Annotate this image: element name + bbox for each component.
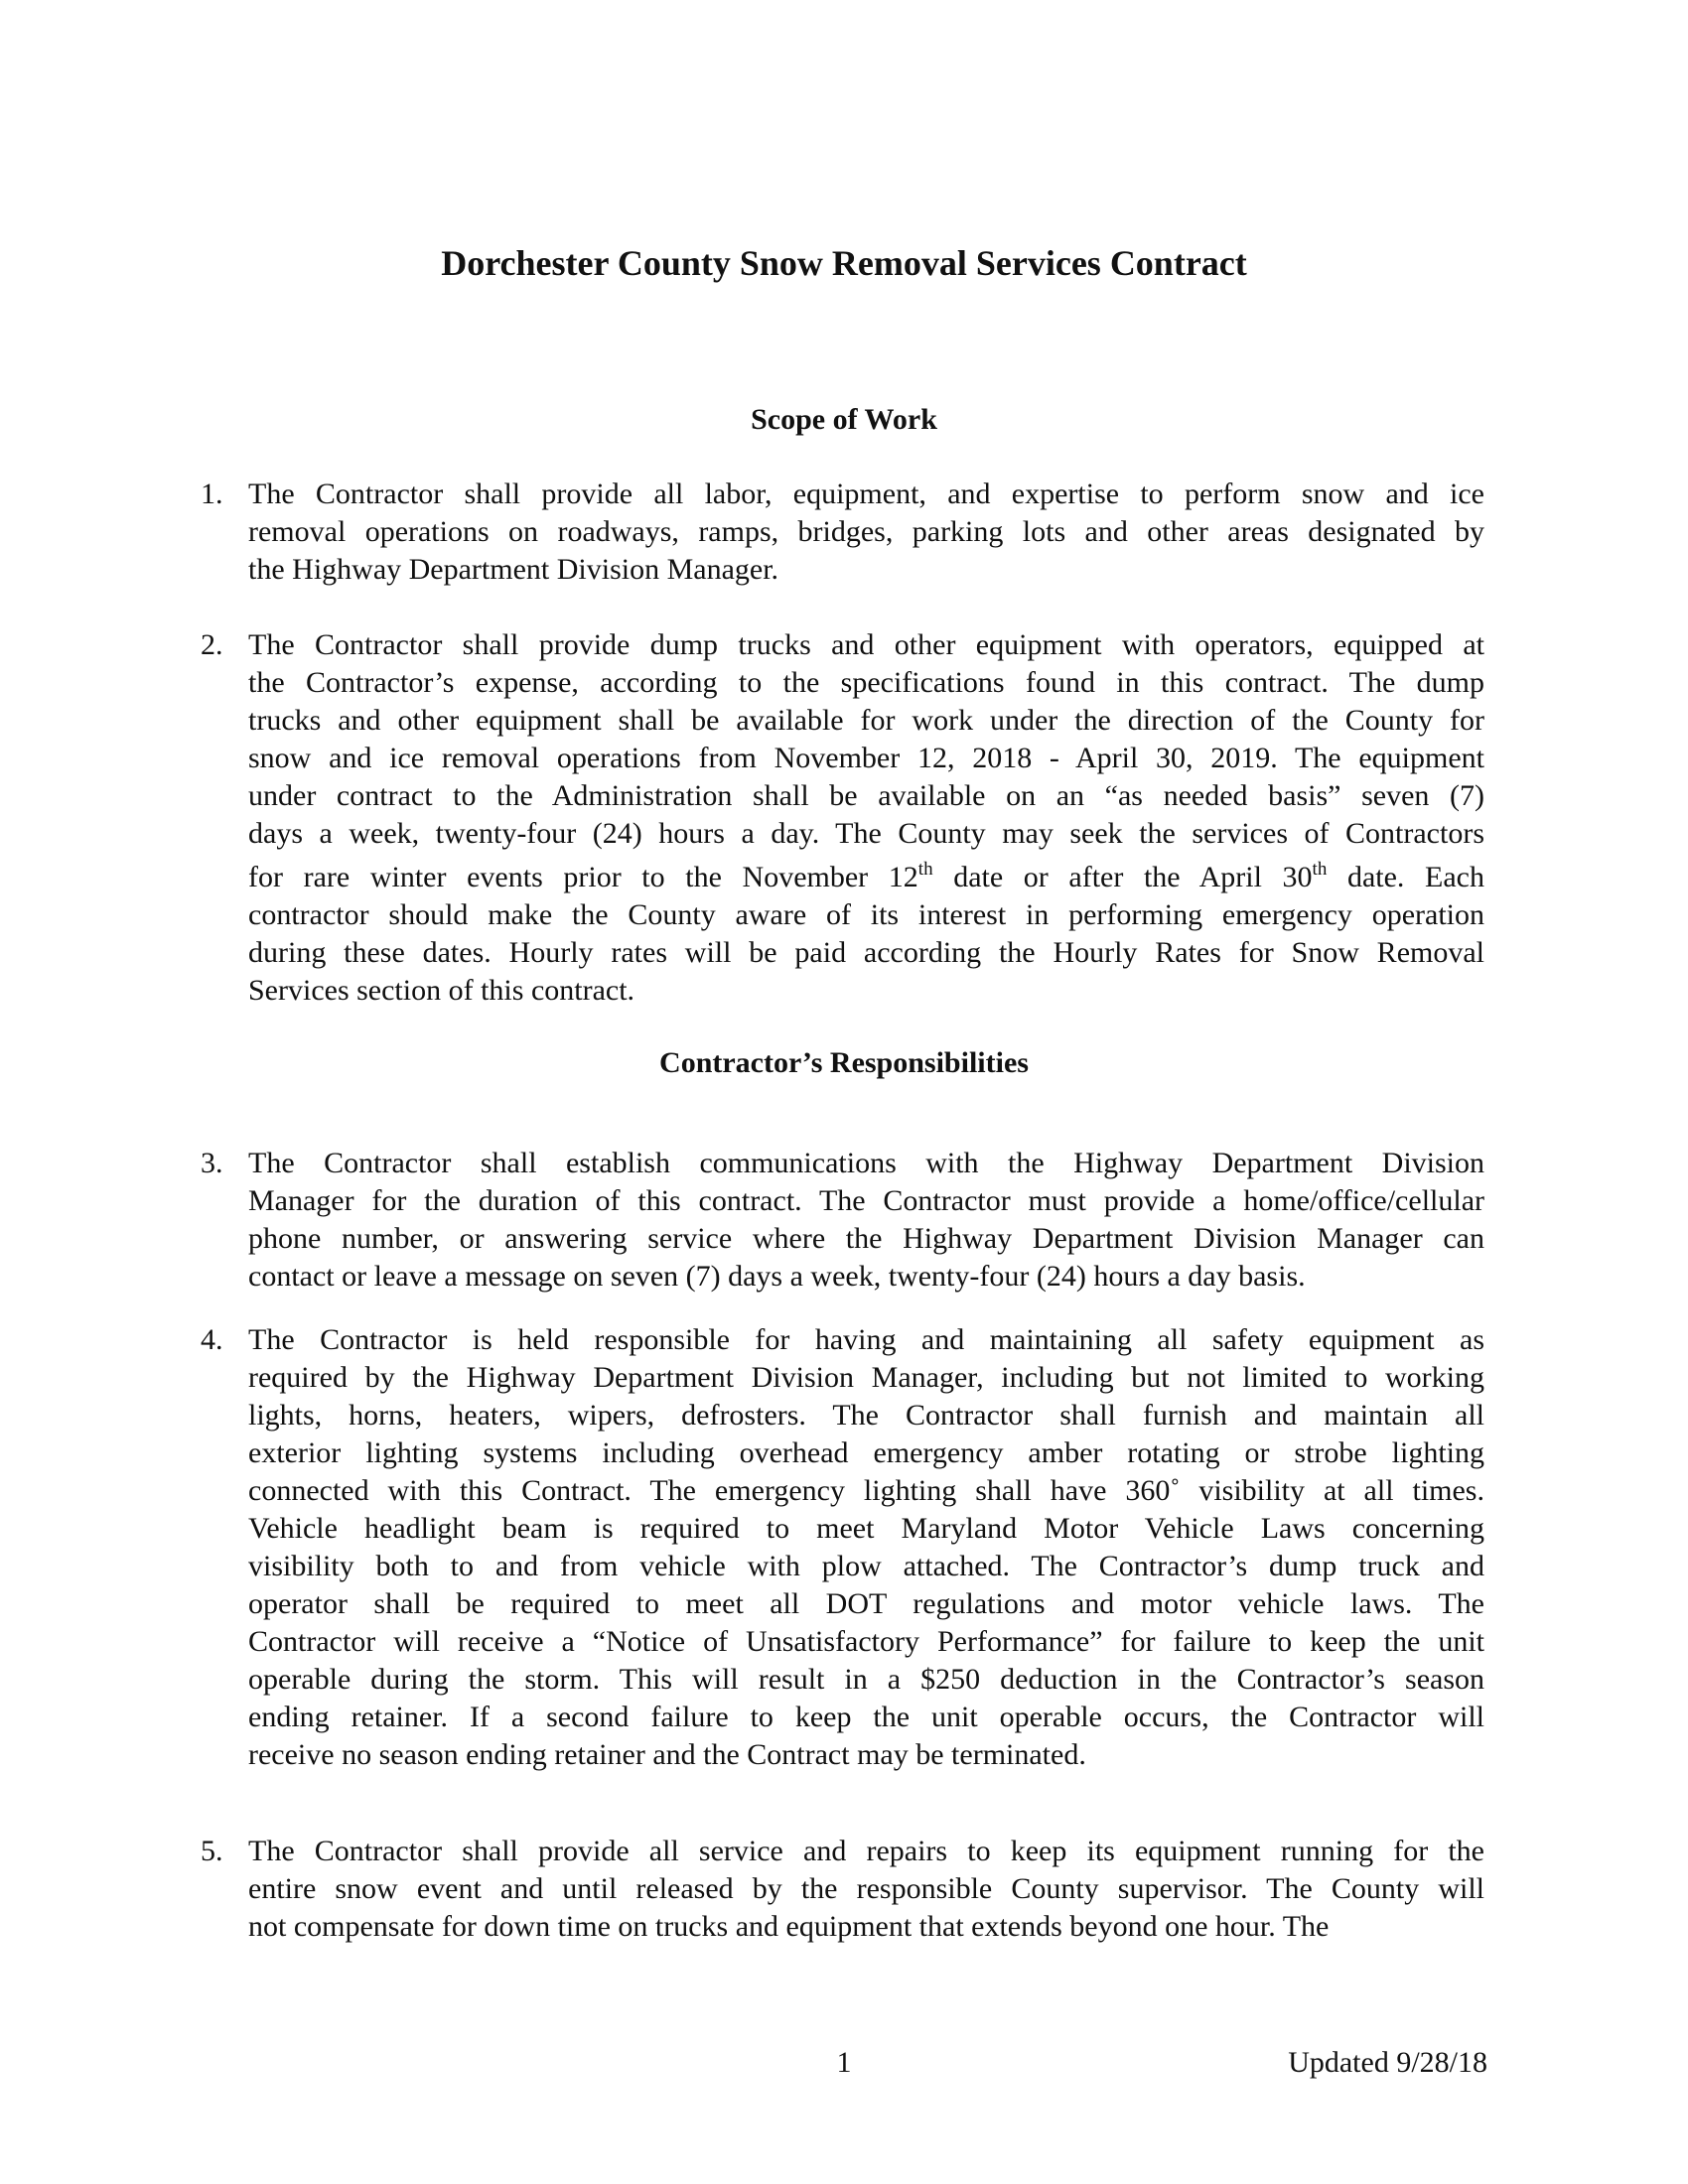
list-item-body — [248, 1145, 1484, 1296]
text-line: Services section of this contract. — [248, 974, 635, 1007]
text-line: days a week, twenty-four (24) hours a day. The County may seek the services of Contractors — [248, 817, 1484, 850]
list-item-3 — [201, 1145, 1484, 1296]
list-item-number: 5. — [201, 1835, 223, 1867]
text-line: not compensate for down time on trucks and equipment that extends beyond one hour. The — [248, 1910, 1330, 1943]
text-line: contact or leave a message on seven (7) days a week, twenty-four (24) hours a day basis. — [248, 1260, 1306, 1293]
text-line: The Contractor shall establish communications with the Highway Department Division — [248, 1147, 1484, 1179]
text-line: Contractor will receive a “Notice of Unsatisfactory Performance” for failure to keep the unit — [248, 1625, 1484, 1658]
list-item-number: 1. — [201, 478, 223, 510]
text-line: under contract to the Administration shall be available on an “as needed basis” seven (7) — [248, 779, 1484, 812]
text-line: removal operations on roadways, ramps, bridges, parking lots and other areas designated by — [248, 515, 1484, 548]
updated-date: Updated 9/28/18 — [1288, 2046, 1487, 2079]
text-line: lights, horns, heaters, wipers, defrosters. The Contractor shall furnish and maintain all — [248, 1399, 1484, 1432]
list-item-body — [248, 476, 1484, 589]
text-line: The Contractor shall provide all labor, equipment, and expertise to perform snow and ice — [248, 478, 1484, 510]
list-item-number: 4. — [201, 1323, 223, 1356]
text-line: contractor should make the County aware of its interest in performing emergency operation — [248, 898, 1484, 931]
list-item-number: 3. — [201, 1147, 223, 1179]
text-line: entire snow event and until released by the responsible County supervisor. The County will — [248, 1872, 1484, 1905]
text-line: during these dates. Hourly rates will be paid according the Hourly Rates for Snow Removal — [248, 936, 1484, 969]
page-number: 1 — [836, 2046, 852, 2079]
text-line: the Contractor’s expense, according to the specifications found in this contract. The dump — [248, 666, 1484, 699]
list-item-4 — [201, 1321, 1484, 1774]
text-line: Manager for the duration of this contract. The Contractor must provide a home/office/cellular — [248, 1184, 1484, 1217]
text-line: the Highway Department Division Manager. — [248, 553, 779, 586]
text-line: visibility both to and from vehicle with plow attached. The Contractor’s dump truck and — [248, 1550, 1484, 1582]
text-line: required by the Highway Department Division Manager, including but not limited to working — [248, 1361, 1484, 1394]
text-line: Vehicle headlight beam is required to meet Maryland Motor Vehicle Laws concerning — [248, 1512, 1484, 1545]
list-item-2 — [201, 626, 1484, 1010]
text-line: The Contractor shall provide dump trucks and other equipment with operators, equipped at — [248, 628, 1484, 661]
text-line: ending retainer. If a second failure to keep the unit operable occurs, the Contractor will — [248, 1701, 1484, 1733]
text-line: The Contractor is held responsible for having and maintaining all safety equipment as — [248, 1323, 1484, 1356]
scope-of-work-heading: Scope of Work — [751, 403, 937, 436]
contractors-responsibilities-heading: Contractor’s Responsibilities — [659, 1046, 1029, 1079]
text-segment: date or after the April 30 — [932, 861, 1313, 893]
text-segment: date. Each — [1327, 861, 1484, 893]
text-line: connected with this Contract. The emergency lighting shall have 360˚ visibility at all times. — [248, 1474, 1484, 1507]
text-line-with-superscripts — [248, 859, 1484, 896]
text-line: exterior lighting systems including overhead emergency amber rotating or strobe lighting — [248, 1436, 1484, 1469]
text-line: receive no season ending retainer and the Contract may be terminated. — [248, 1738, 1086, 1771]
list-item-body — [248, 1321, 1484, 1774]
list-item-body — [248, 1833, 1484, 1946]
text-line: operator shall be required to meet all DOT regulations and motor vehicle laws. The — [248, 1587, 1484, 1620]
text-line: operable during the storm. This will result in a $250 deduction in the Contractor’s season — [248, 1663, 1484, 1696]
text-line: phone number, or answering service where the Highway Department Division Manager can — [248, 1222, 1484, 1255]
document-title: Dorchester County Snow Removal Services Contract — [441, 243, 1247, 283]
superscript: th — [917, 859, 933, 880]
list-item-body — [248, 626, 1484, 1010]
text-line: trucks and other equipment shall be available for work under the direction of the County for — [248, 704, 1484, 737]
list-item-5 — [201, 1833, 1484, 1946]
text-line: The Contractor shall provide all service and repairs to keep its equipment running for the — [248, 1835, 1484, 1867]
text-segment: for rare winter events prior to the November 12 — [248, 861, 918, 893]
list-item-1 — [201, 476, 1484, 589]
superscript: th — [1312, 859, 1328, 880]
list-item-number: 2. — [201, 628, 223, 661]
text-line: snow and ice removal operations from November 12, 2018 - April 30, 2019. The equipment — [248, 742, 1484, 774]
